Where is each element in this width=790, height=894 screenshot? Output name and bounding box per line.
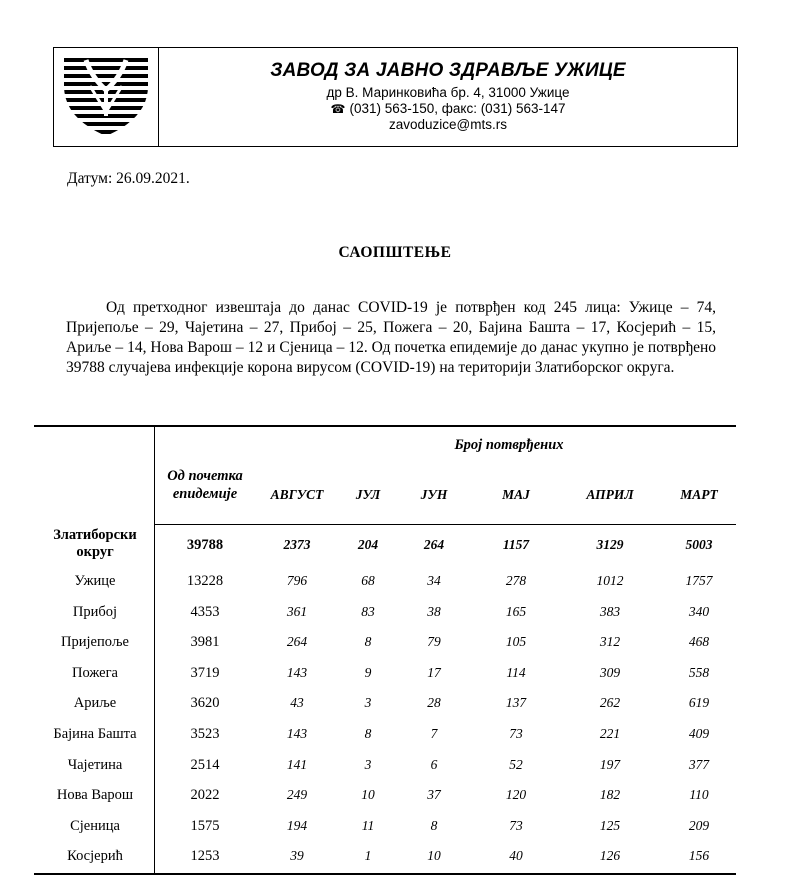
total-row-value-4: 1157 bbox=[502, 537, 530, 552]
document-date: Датум: 26.09.2021. bbox=[67, 170, 190, 187]
table-row-label: Косјерић bbox=[67, 848, 123, 865]
table-row-value: 312 bbox=[599, 634, 621, 650]
table-row-value: 309 bbox=[599, 664, 621, 680]
group-header: Број потврђених bbox=[454, 437, 564, 453]
total-row-value-0: 39788 bbox=[186, 537, 224, 553]
table-row-value: 3 bbox=[364, 756, 372, 772]
institution-address: др В. Маринковића бр. 4, 31000 Ужице bbox=[326, 85, 570, 100]
table-row-value: 73 bbox=[509, 817, 523, 833]
table-row-value: 52 bbox=[509, 756, 523, 772]
table-row-value: 143 bbox=[286, 664, 308, 680]
table-row-value: 2022 bbox=[190, 787, 220, 804]
table-row-value: 10 bbox=[361, 787, 375, 803]
table-row-label: Чајетина bbox=[67, 756, 123, 773]
table-row-label: Нова Варош bbox=[56, 787, 134, 804]
table-row-value: 1012 bbox=[596, 573, 624, 588]
table-row-value: 37 bbox=[427, 787, 441, 803]
table-row-value: 28 bbox=[427, 695, 441, 711]
table-row-value: 361 bbox=[286, 603, 308, 619]
table-row-value: 7 bbox=[430, 726, 438, 741]
table-row-value: 197 bbox=[599, 756, 621, 772]
table-row-value: 2514 bbox=[190, 756, 220, 773]
table-row-value: 3 bbox=[364, 695, 372, 711]
table-row-value: 17 bbox=[427, 664, 441, 680]
table-row-value: 3620 bbox=[190, 695, 220, 712]
table-row-value: 194 bbox=[286, 817, 308, 833]
total-row-value-3: 264 bbox=[423, 537, 445, 552]
table-row-value: 143 bbox=[286, 726, 308, 741]
table-row-value: 558 bbox=[688, 664, 710, 680]
table-label-divider bbox=[154, 425, 155, 875]
total-row-value-1: 2373 bbox=[283, 537, 311, 552]
table-top-rule bbox=[34, 425, 736, 427]
table-row-value: 120 bbox=[505, 787, 527, 803]
table-row-value: 34 bbox=[427, 573, 441, 588]
letterhead bbox=[53, 47, 738, 147]
table-row-label: Сјеница bbox=[70, 817, 120, 834]
table-row-value: 13228 bbox=[186, 573, 224, 589]
table-row-value: 137 bbox=[505, 695, 527, 711]
total-row-value-2: 204 bbox=[357, 537, 379, 552]
table-row-label: Пожега bbox=[71, 664, 118, 681]
table-row-value: 3719 bbox=[190, 664, 220, 681]
table-row-value: 6 bbox=[430, 756, 438, 772]
table-row-value: 262 bbox=[599, 695, 621, 711]
table-row-label: Бајина Башта bbox=[53, 726, 137, 742]
table-row-value: 1 bbox=[364, 848, 372, 864]
table-row-value: 141 bbox=[286, 756, 308, 772]
table-row-label: Ариље bbox=[73, 695, 117, 712]
column-header-4: МАЈ bbox=[502, 487, 530, 502]
table-row-value: 40 bbox=[509, 848, 523, 864]
table-row-value: 796 bbox=[286, 573, 308, 588]
table-row-value: 182 bbox=[599, 787, 621, 803]
column-header-3: ЈУН bbox=[420, 487, 448, 502]
table-row-value: 38 bbox=[427, 603, 441, 619]
column-header-2: ЈУЛ bbox=[355, 487, 381, 502]
table-row-value: 73 bbox=[509, 726, 523, 741]
institution-name: ЗАВОД ЗА ЈАВНО ЗДРАВЉЕ УЖИЦЕ bbox=[270, 60, 626, 81]
table-row-value: 125 bbox=[599, 817, 621, 833]
total-row-value-5: 3129 bbox=[596, 537, 624, 552]
table-row-value: 209 bbox=[688, 817, 710, 833]
table-row-value: 619 bbox=[688, 695, 710, 711]
table-row-value: 79 bbox=[427, 634, 441, 650]
table-row-value: 409 bbox=[688, 726, 710, 741]
institution-email: zavoduzice@mts.rs bbox=[389, 117, 507, 132]
table-bottom-rule bbox=[34, 873, 736, 875]
table-row-value: 1575 bbox=[190, 817, 220, 834]
total-row-label-line2: округ bbox=[76, 544, 114, 560]
table-row-label: Пријепоље bbox=[61, 634, 129, 651]
column-header-5: АПРИЛ bbox=[586, 487, 634, 502]
table-row-value: 1253 bbox=[190, 848, 220, 865]
table-row-value: 278 bbox=[505, 573, 527, 588]
table-row-value: 83 bbox=[361, 603, 375, 619]
table-row-value: 114 bbox=[506, 664, 526, 680]
institution-phone-line bbox=[159, 101, 737, 116]
table-row-value: 383 bbox=[599, 603, 621, 619]
table-row-value: 9 bbox=[364, 664, 372, 680]
telephone-icon: ☎ bbox=[330, 102, 346, 116]
table-row-value: 11 bbox=[361, 817, 375, 833]
table-row-value: 156 bbox=[688, 848, 710, 864]
table-row-label: Прибој bbox=[72, 603, 118, 620]
total-row-value-6: 5003 bbox=[685, 537, 713, 552]
table-row-value: 468 bbox=[688, 634, 710, 650]
table-row-value: 110 bbox=[689, 787, 709, 803]
column-header-6: МАРТ bbox=[680, 487, 718, 502]
table-row-value: 8 bbox=[364, 726, 372, 741]
table-row-value: 68 bbox=[361, 573, 375, 588]
table-row-label: Ужице bbox=[74, 573, 116, 589]
logo-cell bbox=[54, 48, 159, 146]
total-row-label-line1: Златиборски bbox=[53, 527, 137, 543]
table-row-value: 4353 bbox=[190, 603, 220, 620]
table-row-value: 377 bbox=[688, 756, 710, 772]
table-row-value: 1757 bbox=[685, 573, 713, 588]
table-row-value: 39 bbox=[290, 848, 304, 864]
table-row-value: 8 bbox=[430, 817, 438, 833]
table-row-value: 126 bbox=[599, 848, 621, 864]
document-title: САОПШТЕЊЕ bbox=[338, 244, 452, 261]
table-row-value: 3523 bbox=[190, 726, 220, 742]
table-row-value: 249 bbox=[286, 787, 308, 803]
institute-logo bbox=[62, 56, 150, 138]
table-row-value: 8 bbox=[364, 634, 372, 650]
table-row-value: 43 bbox=[290, 695, 304, 711]
table-row-value: 165 bbox=[505, 603, 527, 619]
table-row-value: 3981 bbox=[190, 634, 220, 651]
letterhead-text bbox=[159, 48, 737, 146]
column-header-1: АВГУСТ bbox=[270, 487, 324, 502]
table-row-value: 264 bbox=[286, 634, 308, 650]
column-header-0: Од почетка епидемије bbox=[167, 468, 243, 502]
table-row-value: 105 bbox=[505, 634, 527, 650]
institution-phone: (031) 563-150, факс: (031) 563-147 bbox=[349, 101, 566, 116]
cases-table bbox=[34, 425, 736, 875]
table-row-value: 10 bbox=[427, 848, 441, 864]
table-header-rule bbox=[154, 524, 736, 525]
announcement-paragraph: Од претходног извештаја до данас COVID-19 је потврђен код 245 лица: Ужице – 74, Пријепоље – 29, Чајетина – 27, Прибој – 25, Пожега – 20, Бајина Башта – 17, Косјерић – 15, Ариље – 14, Нова Варош – 12 и Сјеница – 12. Од почетка епидемије до данас укупно је потврђено 39788 случајева инфекције корона вирусом (COVID-19) на територији Златиборског округа. bbox=[66, 299, 716, 376]
table-row-value: 221 bbox=[599, 726, 621, 741]
table-row-value: 340 bbox=[688, 603, 710, 619]
